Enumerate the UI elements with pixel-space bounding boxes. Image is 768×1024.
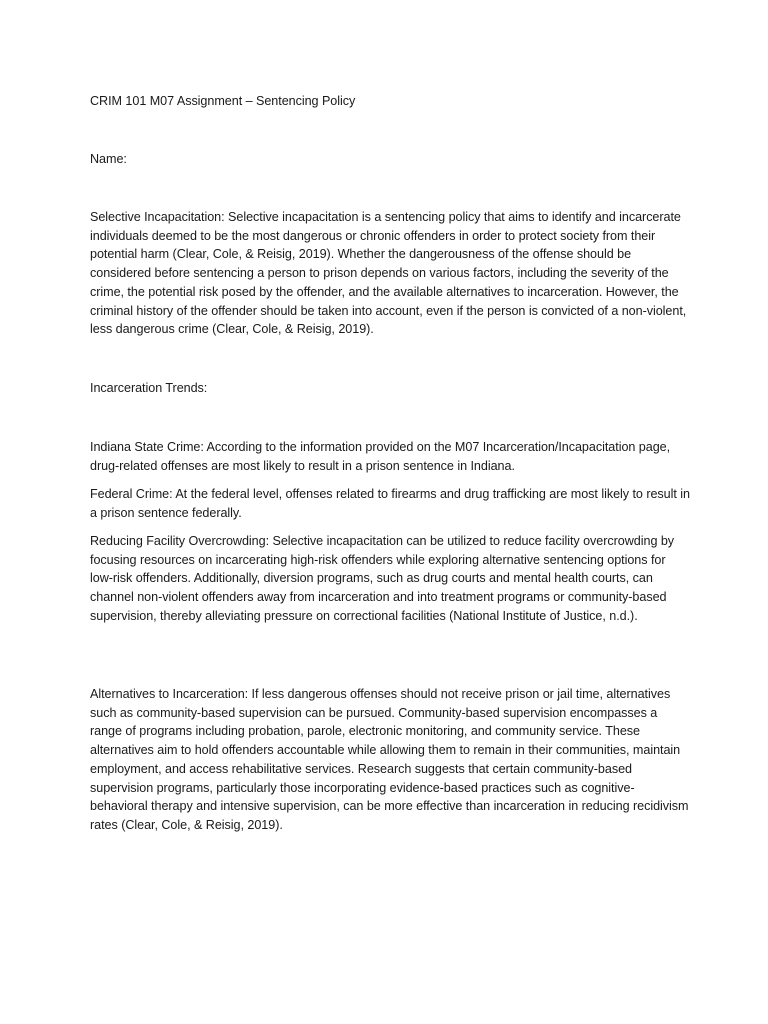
paragraph-alternatives-to-incarceration: Alternatives to Incarceration: If less dangerous offenses should not receive prison or jail time, alternatives such as community-based supervision can be pursued. Community-based supervision encompasses a range of programs including probation, parole, electronic monitoring, and community service. These alternatives aim to hold offenders accountable while allowing them to remain in their communities, maintain employment, and access rehabilitative services. Research suggests that certain community-based supervision programs, particularly those incorporating evidence-based practices such as cognitive-behavioral therapy and intensive supervision, can be more effective than incarceration in reducing recidivism rates (Clear, Cole, & Reisig, 2019). <box>90 687 689 832</box>
paragraph-indiana-state-crime: Indiana State Crime: According to the information provided on the M07 Incarceration/Incapacitation page, drug-related offenses are most likely to result in a prison sentence in Indiana. <box>90 440 671 473</box>
document-title: CRIM 101 M07 Assignment – Sentencing Policy <box>90 94 356 108</box>
name-label: Name: <box>90 152 127 166</box>
section-heading-incarceration-trends: Incarceration Trends: <box>90 381 208 395</box>
paragraph-selective-incapacitation: Selective Incapacitation: Selective incapacitation is a sentencing policy that aims to identify and incarcerate individuals deemed to be the most dangerous or chronic offenders in order to protect society from their potential harm (Clear, Cole, & Reisig, 2019). Whether the dangerousness of the offense should be considered before sentencing a person to prison depends on various factors, including the severity of the crime, the potential risk posed by the offender, and the available alternatives to incarceration. However, the criminal history of the offender should be taken into account, even if the person is convicted of a non-violent, less dangerous crime (Clear, Cole, & Reisig, 2019). <box>90 210 687 337</box>
paragraph-reducing-facility-overcrowding: Reducing Facility Overcrowding: Selective incapacitation can be utilized to reduce facility overcrowding by focusing resources on incarcerating high-risk offenders while exploring alternative sentencing options for low-risk offenders. Additionally, diversion programs, such as drug courts and mental health courts, can channel non-violent offenders away from incarceration and into treatment programs or community-based supervision, thereby alleviating pressure on correctional facilities (National Institute of Justice, n.d.). <box>90 534 675 623</box>
paragraph-federal-crime: Federal Crime: At the federal level, offenses related to firearms and drug trafficking are most likely to result in a prison sentence federally. <box>90 487 690 520</box>
